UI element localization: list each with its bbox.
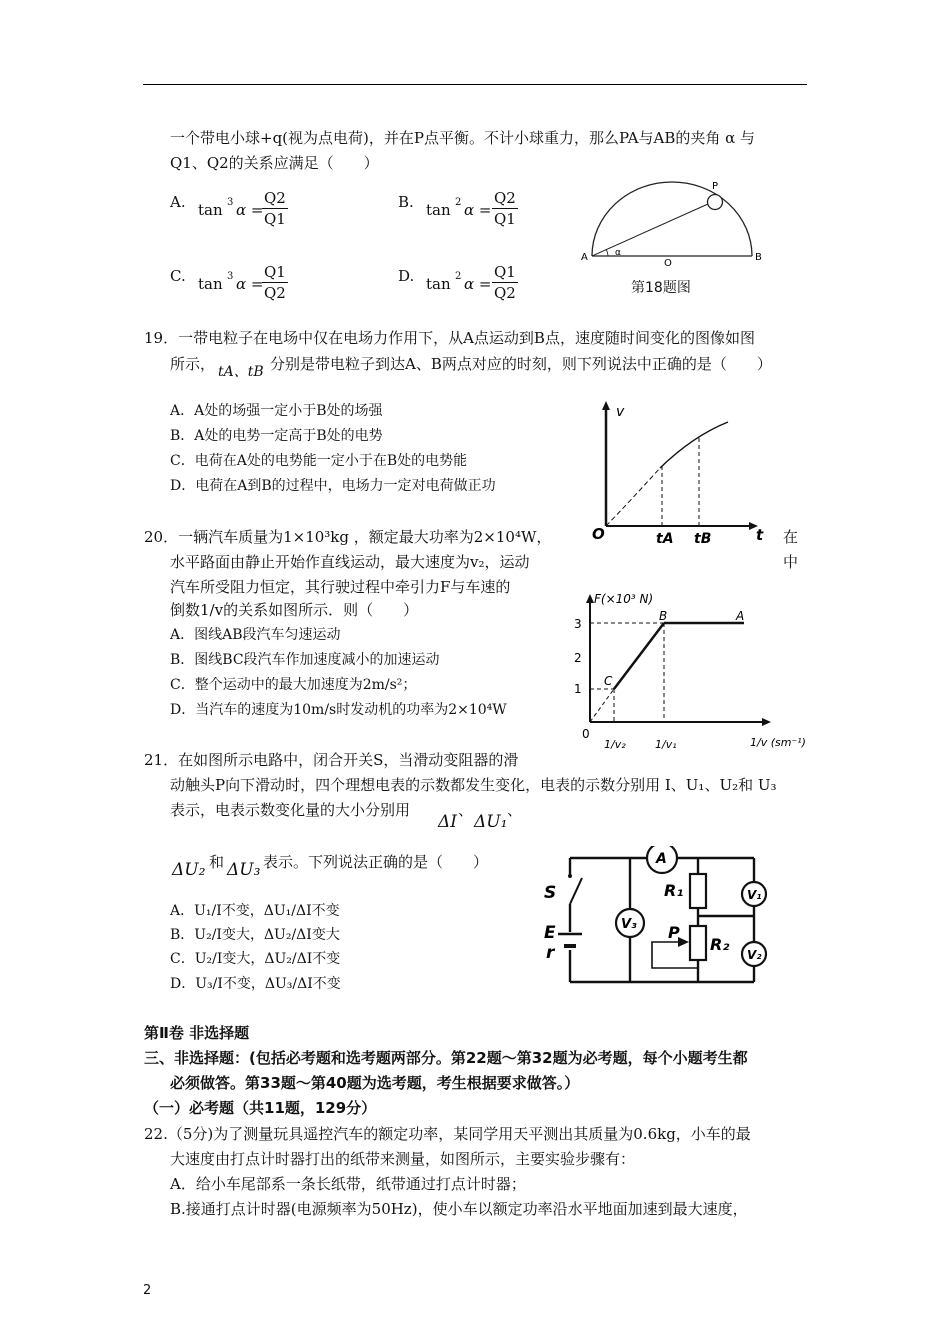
q22-step-a: A．给小车尾部系一条长纸带，纸带通过打点计时器； <box>170 1175 526 1193</box>
q18-option-b-den: Q1 <box>494 210 516 228</box>
label-e: E <box>544 923 556 943</box>
point-c: C <box>604 674 613 688</box>
q18-option-c-fraction <box>262 262 288 303</box>
q21-stem-line1: 21．在如图所示电路中，闭合开关S，当滑动变阻器的滑 <box>144 751 519 769</box>
label-p: P <box>712 181 719 192</box>
curve-solid-part <box>660 422 728 468</box>
q18-option-c-power: 3 <box>227 271 234 282</box>
label-origin: O <box>592 525 605 543</box>
q18-option-c-num: Q1 <box>264 263 286 281</box>
q18-option-a-fraction <box>262 188 288 229</box>
q18-option-d-num: Q1 <box>494 263 516 281</box>
label-v: v <box>616 404 625 420</box>
q18-option-a-num: Q2 <box>264 189 286 207</box>
q21-stem-line2: 动触头P向下滑动时，四个理想电表的示数都发生变化，电表的示数分别用 I、U₁、U₂和 U₃ <box>170 776 777 794</box>
inv-v-axis-label: 1/v (sm⁻¹) <box>750 736 806 749</box>
q21-sep2: 、 <box>507 801 523 819</box>
angle-arc <box>606 249 608 256</box>
label-s: S <box>544 883 557 903</box>
q18-option-b-var: α = <box>464 201 492 219</box>
ytick-1: 1 <box>574 682 582 696</box>
part2-title: 第Ⅱ卷 非选择题 <box>144 1024 250 1042</box>
q18-option-b-fraction <box>492 188 518 229</box>
q20-option-b: B．图线BC段汽车作加速度减小的加速运动 <box>170 652 440 668</box>
label-r1: R₁ <box>664 881 684 900</box>
q21-option-c: C．U₂/I变大，ΔU₂/ΔI不变 <box>170 951 341 967</box>
section3-line2: 必须做答。第33题～第40题为选考题，考生根据要求做答。） <box>170 1074 580 1092</box>
q19-time-vars: tA、tB <box>218 364 264 380</box>
q20-stem-line3: 汽车所受阻力恒定，其行驶过程中牵引力F与车速的 <box>170 578 511 596</box>
q21-delta-u2: ΔU₂ <box>172 860 206 880</box>
q21-option-b: B．U₂/I变大，ΔU₂/ΔI变大 <box>170 927 340 943</box>
label-tb: tB <box>694 531 712 546</box>
charged-ball-p <box>708 195 723 210</box>
q20-stem-line4: 倒数1/v的关系如图所示．则（ ） <box>170 601 419 619</box>
q18-figure-caption: 第18题图 <box>631 280 691 296</box>
label-o: O <box>664 258 672 268</box>
f-axis-arrow-icon <box>586 594 594 603</box>
q20-stem-line2-tail: 中 <box>783 553 799 571</box>
q21-and: 和 <box>209 853 225 871</box>
required-subsection: （一）必考题（共11题，129分） <box>144 1099 377 1117</box>
q18-option-c-var: α = <box>236 275 264 293</box>
q18-option-b-power: 2 <box>455 197 462 208</box>
q19-vt-graph <box>588 398 774 546</box>
q22-stem-line2: 大速度由打点计时器打出的纸带来测量，如图所示，主要实验步骤有： <box>170 1150 636 1168</box>
q18-option-d-func: tan <box>426 275 451 293</box>
q19-option-c: C．电荷在A处的电势能一定小于在B处的电势能 <box>170 453 468 469</box>
q20-stem-line1-tail: 在 <box>783 528 799 546</box>
q19-option-a: A．A处的场强一定小于B处的场强 <box>170 403 383 419</box>
q18-option-c-label: C. <box>170 267 186 285</box>
q21-sep1: 、 <box>458 801 474 819</box>
q18-option-d-var: α = <box>464 275 492 293</box>
q21-delta-u1: ΔU₁ <box>474 812 508 832</box>
q18-option-d-fraction <box>492 262 518 303</box>
q21-stem-line4: 表示。下列说法正确的是（ ） <box>263 853 489 871</box>
q19-stem-line1: 19．一带电粒子在电场中仅在电场力作用下，从A点运动到B点，速度随时间变化的图像如图 <box>144 329 755 347</box>
label-v1: V₁ <box>747 888 762 902</box>
q19-stem-line2a: 所示， <box>170 355 216 373</box>
xtick-inv-v2: 1/v₂ <box>604 738 626 751</box>
q19-option-b: B．A处的电势一定高于B处的电势 <box>170 428 383 444</box>
dash-origin-c <box>590 689 614 722</box>
q18-option-d-power: 2 <box>455 271 462 282</box>
inv-v-axis-arrow-icon <box>762 718 771 726</box>
header-rule <box>143 84 807 85</box>
q18-option-b-num: Q2 <box>494 189 516 207</box>
page-number: 2 <box>143 1283 152 1298</box>
label-t: t <box>756 526 764 544</box>
v-axis-arrow-icon <box>602 401 610 410</box>
label-alpha: α <box>615 248 621 258</box>
q21-option-d: D．U₃/I不变，ΔU₃/ΔI不变 <box>170 976 341 992</box>
q18-option-c-den: Q2 <box>264 284 286 302</box>
label-r: r <box>546 943 555 963</box>
q22-stem-line1: 22.（5分)为了测量玩具遥控汽车的额定功率，某同学用天平测出其质量为0.6kg，小车的最 <box>144 1125 751 1143</box>
q18-option-a-func: tan <box>198 201 223 219</box>
q22-step-b: B.接通打点计时器(电源频率为50Hz)，使小车以额定功率沿水平地面加速到最大速度， <box>170 1200 748 1218</box>
origin-label: 0 <box>582 727 590 741</box>
point-b: B <box>659 609 668 623</box>
label-r2: R₂ <box>710 935 730 954</box>
q18-option-d-den: Q2 <box>494 284 516 302</box>
point-a: A <box>736 609 745 623</box>
q20-force-graph <box>560 588 810 766</box>
q19-option-d: D．电荷在A到B的过程中，电场力一定对电荷做正功 <box>170 478 496 494</box>
q20-stem-line2: 水平路面由静止开始作直线运动，最大速度为v₂，运动 <box>170 553 530 571</box>
q18-option-b-label: B. <box>398 193 414 211</box>
q20-stem-line1: 20．一辆汽车质量为1×10³kg ，额定最大功率为2×10⁴W， <box>144 528 552 546</box>
q18-stem-line1: 一个带电小球+q(视为点电荷)，并在P点平衡。不计小球重力，那么PA与AB的夹角 α 与 <box>170 129 756 147</box>
q21-delta-i: ΔI <box>438 812 457 832</box>
label-v3: V₃ <box>621 917 637 932</box>
q21-delta-u3: ΔU₃ <box>227 860 261 880</box>
q18-option-d-label: D. <box>398 267 415 285</box>
label-b: B <box>755 252 762 263</box>
q18-option-a-label: A. <box>170 193 186 211</box>
q18-option-c-func: tan <box>198 275 223 293</box>
q21-circuit-diagram <box>538 846 774 992</box>
curve-dashed-part <box>606 468 660 526</box>
q21-stem-line3: 表示，电表示数变化量的大小分别用 <box>170 801 411 819</box>
q20-option-d: D．当汽车的速度为10m/s时发动机的功率为2×10⁴W <box>170 702 507 718</box>
q18-option-a-power: 3 <box>227 197 234 208</box>
q20-option-a: A．图线AB段汽车匀速运动 <box>170 627 341 643</box>
q18-semicircle-figure <box>578 176 762 268</box>
xtick-inv-v1: 1/v₁ <box>655 738 677 751</box>
q18-option-a-var: α = <box>236 201 264 219</box>
segment-bc <box>614 623 664 689</box>
label-ta: tA <box>656 531 674 546</box>
q18-stem-line2: Q1、Q2的关系应满足（ ） <box>170 154 379 172</box>
q21-option-a: A．U₁/I不变，ΔU₁/ΔI不变 <box>170 903 340 919</box>
resistor-r2 <box>690 926 706 960</box>
switch-s[interactable] <box>570 878 582 904</box>
resistor-r1 <box>690 874 706 908</box>
q18-option-a-den: Q1 <box>264 210 286 228</box>
f-axis-label: F(×10³ N) <box>594 592 654 606</box>
section3-line1: 三、非选择题：(包括必考题和选考题两部分。第22题～第32题为必考题，每个小题考生都 <box>144 1049 748 1067</box>
line-pa <box>592 204 708 256</box>
label-p: P <box>668 923 680 942</box>
label-a: A <box>581 252 588 263</box>
label-v2: V₂ <box>747 948 762 962</box>
q18-option-b-func: tan <box>426 201 451 219</box>
switch-pivot <box>568 874 572 878</box>
ytick-3: 3 <box>574 617 582 631</box>
ytick-2: 2 <box>574 651 582 665</box>
label-ammeter: A <box>656 851 667 867</box>
q20-option-c: C．整个运动中的最大加速度为2m/s²； <box>170 677 417 693</box>
q19-stem-line2b: 分别是带电粒子到达A、B两点对应的时刻，则下列说法中正确的是（ ） <box>270 355 772 373</box>
